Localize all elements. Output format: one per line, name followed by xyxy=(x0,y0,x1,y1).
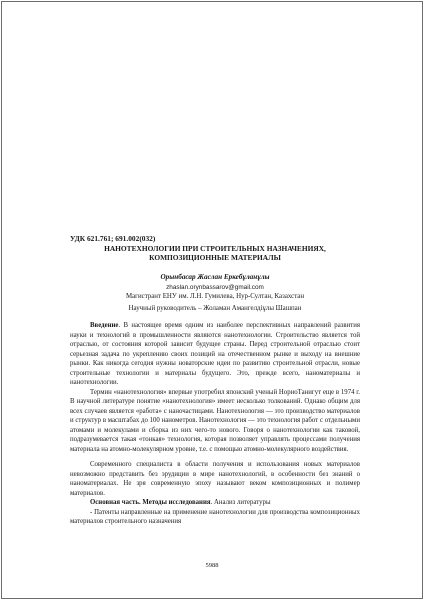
intro-heading: Введение xyxy=(90,322,119,330)
author-block xyxy=(70,273,360,313)
author-affiliation: Магистрант ЕНУ им. Л.Н. Гумилева, Нур-Султан, Казахстан xyxy=(125,293,305,301)
udk-code: УДК 621.761; 691.002(032) xyxy=(70,234,156,243)
paragraph-nanotech-term: Термин «нанотехнология» впервые употребил японский ученый НориоТанигут еще в 1974 г. В научной литературе понятие «нанотехнология» имеет несколько толкований. Однако общим для всех случаев является «работа» с наночастицами. Нанотехнология — это производство материалов и структур в масштабах до 100 нанометров. Нанотехнология — это технология работ с отдельными атомами и молекулами и сборка из них чего-то нового. Говоря о нанотехнологии как таковой, подразумевается такая «тонкая» технология, которая позволяет управлять процессами получения материала на атомно-молекулярном уровне, т.е. с помощью атомно-молекулярного воздействия. xyxy=(70,388,360,453)
article-content xyxy=(70,234,360,527)
article-title-line-2: КОМПОЗИЦИОННЫЕ МАТЕРИАЛЫ xyxy=(149,252,281,262)
main-section-heading: Основная часть. Методы исследования xyxy=(90,499,211,507)
paragraph-specialist: Современного специалиста в области получения и использования новых материалов невозможно представить без эрудиции в мире нанотехнологий, в особенности без знаний о наноматериалах. Не зря современную эпоху называют веком композиционных и полимер материалов. xyxy=(70,461,360,497)
paragraph-patents: - Патенты направленные на применение нанотехнологии для производства композиционных материалов строительного назначения xyxy=(70,508,360,526)
author-email: zhaslan.orynbassarov@gmail.com xyxy=(166,283,264,291)
main-section-text: . Анализ литературы xyxy=(210,499,271,507)
page-number: 5988 xyxy=(205,562,219,569)
supervisor: Научный руководитель – Жоламан Амангелдіұлы Шашпан xyxy=(128,304,302,312)
author-name: Орынбасар Жаслан Еркебұланұлы xyxy=(160,273,270,281)
intro-paragraph xyxy=(70,321,360,388)
spacer xyxy=(70,313,360,321)
main-section-paragraph xyxy=(70,498,360,508)
document-page xyxy=(1,1,423,599)
intro-text: . В настоящее время одним из наиболее перспективных направлений развития науки и технологий в промышленности являются нанотехнологии. Строительство является той отраслью, от состояния которой зависит будущее страны. Перед строительной отраслью стоит серьезная задача по укреплению своих позиций на отечественном рынке и выходу на внешние рынки. Как никогда сегодня нужны новаторские идеи по развитию строительной отрасли, новые строительные технологии и материалы будущего. Это, прежде всего, наноматериалы и нанотехнологии. xyxy=(70,322,360,387)
article-title-line-1: НАНОТЕХНОЛОГИИ ПРИ СТРОИТЕЛЬНЫХ НАЗНАЧЕНИЯХ, xyxy=(104,243,326,253)
